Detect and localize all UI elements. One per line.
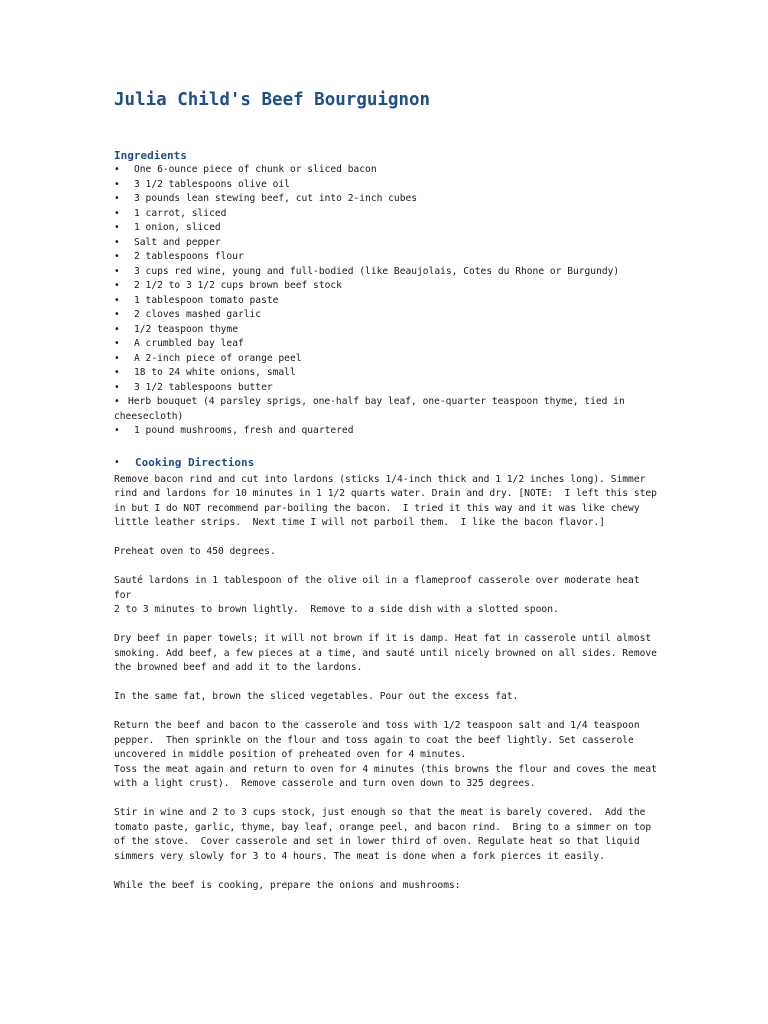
bullet-icon: • [114,309,120,320]
directions-body [114,473,659,894]
list-item: • One 6-ounce piece of chunk or sliced bacon [114,163,659,178]
list-item: • A 2-inch piece of orange peel [114,352,659,367]
ingredients-list [114,163,659,439]
list-item: • 3 cups red wine, young and full-bodied (like Beaujolais, Cotes du Rhone or Burgundy) [114,265,659,280]
list-item: • 3 pounds lean stewing beef, cut into 2-inch cubes [114,192,659,207]
list-item: • 1 carrot, sliced [114,207,659,222]
bullet-icon: • [114,207,120,219]
bullet-icon: • [114,396,120,407]
list-item: • 1 pound mushrooms, fresh and quartered [114,424,659,439]
bullet-icon: • [114,280,120,291]
list-item: • A crumbled bay leaf [114,337,659,352]
bullet-icon: • [114,222,120,233]
direction-paragraph: Preheat oven to 450 degrees. [114,546,276,557]
direction-paragraph: Stir in wine and 2 to 3 cups stock, just enough so that the meat is barely covered. Add the tomato paste, garlic, thyme, bay leaf, orange peel, and bacon rind. Bring to a simmer on top of the stove. Cover casserole and set in lower third of oven. Regulate heat so that liquid simmers very slowly for 3 to 4 hours. The meat is done when a fork pierces it easily. [114,807,652,862]
bullet-icon: • [114,265,120,277]
list-item: • 18 to 24 white onions, small [114,366,659,381]
list-item: • 2 tablespoons flour [114,250,659,265]
direction-paragraph: Sauté lardons in 1 tablespoon of the olive oil in a flameproof casserole over moderate heat for 2 to 3 minutes to brown lightly. Remove to a side dish with a slotted spoon. [114,575,640,615]
list-item: • 2 cloves mashed garlic [114,308,659,323]
recipe-title: Julia Child's Beef Bourguignon [114,90,431,110]
direction-paragraph: While the beef is cooking, prepare the onions and mushrooms: [114,879,461,891]
recipe-page [114,88,659,908]
direction-paragraph: Remove bacon rind and cut into lardons (sticks 1/4-inch thick and 1 1/2 inches long). Simmer rind and lardons for 10 minutes in 1 1/2 quarts water. Drain and dry. [NOTE: I left this step in but I do NOT recommend par-boiling the bacon. I tried it this way and it was like chewy little leather strips. Next time I will not parboil them. I like the bacon flavor.] [114,473,657,528]
bullet-icon: • [114,251,120,262]
bullet-icon: • [114,178,120,190]
list-item: • 1 onion, sliced [114,221,659,236]
direction-paragraph: Toss the meat again and return to oven for 4 minutes (this browns the flour and coves the meat with a light crust). Remove casserole and turn oven down to 325 degrees. [114,763,657,789]
list-item: • Salt and pepper [114,236,659,251]
bullet-icon: • [114,456,120,468]
bullet-icon: • [114,294,120,306]
list-item: • 2 1/2 to 3 1/2 cups brown beef stock [114,279,659,294]
list-item: • 1/2 teaspoon thyme [114,323,659,338]
bullet-icon: • [114,193,120,204]
ingredients-heading: Ingredients [114,149,187,162]
direction-paragraph: Return the beef and bacon to the casserole and toss with 1/2 teaspoon salt and 1/4 teaspoon pepper. Then sprinkle on the flour and toss again to coat the beef lightly. Set casserole uncovered in middle position of preheated oven for 4 minutes. [114,720,640,760]
directions-heading: • Cooking Directions [114,455,255,469]
bullet-icon: • [114,352,120,364]
list-item: • 3 1/2 tablespoons butter [114,381,659,396]
bullet-icon: • [114,367,120,378]
list-item: • Herb bouquet (4 parsley sprigs, one-half bay leaf, one-quarter teaspoon thyme, tied in cheesecloth) [114,396,625,422]
bullet-icon: • [114,164,120,175]
list-item: • 3 1/2 tablespoons olive oil [114,178,659,193]
direction-paragraph: In the same fat, brown the sliced vegetables. Pour out the excess fat. [114,691,519,702]
bullet-icon: • [114,425,120,436]
list-item: • 1 tablespoon tomato paste [114,294,659,309]
bullet-icon: • [114,323,120,335]
bullet-icon: • [114,236,120,248]
bullet-icon: • [114,381,120,393]
bullet-icon: • [114,338,120,349]
direction-paragraph: Dry beef in paper towels; it will not brown if it is damp. Heat fat in casserole until almost smoking. Add beef, a few pieces at a time, and sauté until nicely browned on all sides. Remove the browned beef and add it to the lardons. [114,633,657,673]
